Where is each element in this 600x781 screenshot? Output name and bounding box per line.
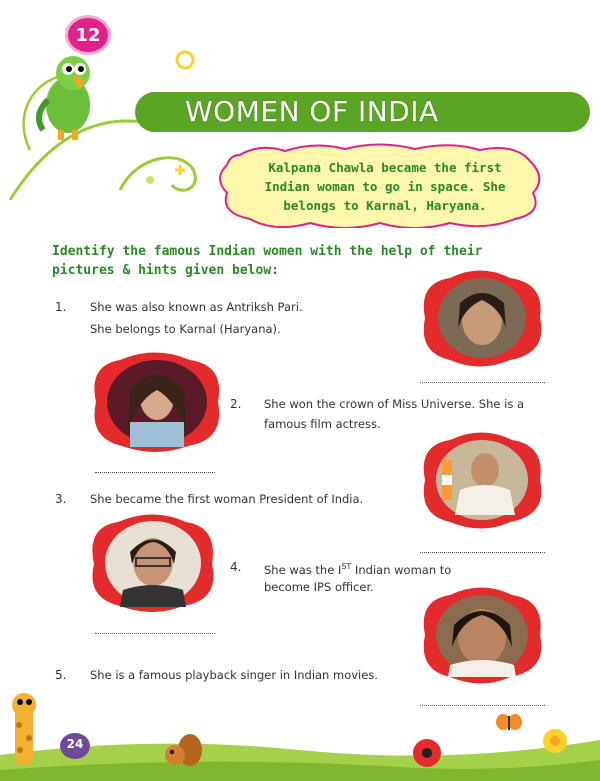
answer-line[interactable] (420, 382, 545, 383)
squirrel-icon (160, 730, 205, 775)
fact-text: Kalpana Chawla became the first Indian woman to go in space. She belongs to Karnal, Haryana. (264, 160, 506, 213)
question-text-part: Indian woman to (351, 562, 452, 577)
flower-icon (405, 735, 450, 775)
question-number: 5. (55, 668, 67, 682)
question-text: She won the crown of Miss Universe. She is a (264, 397, 525, 411)
question-text: become IPS officer. (264, 580, 374, 594)
butterfly-icon (495, 712, 523, 734)
question-text-part: She was the I (264, 562, 342, 577)
question-text: She is a famous playback singer in Indian movies. (90, 668, 378, 682)
page-title: WOMEN OF INDIA (185, 95, 439, 128)
question-number: 4. (230, 560, 242, 574)
photo-frame-3 (420, 430, 545, 530)
question-text: She was also known as Antriksh Pari. (90, 300, 303, 314)
photo-frame-2 (90, 350, 225, 455)
ordinal-superscript: ST (341, 562, 352, 571)
question-text: famous film actress. (264, 417, 381, 431)
photo-frame-4 (88, 512, 218, 614)
question-text: She became the first woman President of India. (90, 492, 364, 506)
question-number: 2. (230, 397, 242, 411)
photo-frame-1 (420, 268, 545, 368)
chapter-number-badge: 12 (68, 18, 108, 52)
parrot-mascot-icon (28, 45, 113, 145)
answer-line[interactable] (420, 705, 545, 706)
flower-icon (535, 725, 575, 760)
page-number: 24 (66, 737, 84, 751)
question-number: 1. (55, 300, 67, 314)
giraffe-icon (5, 690, 55, 775)
answer-line[interactable] (420, 552, 545, 553)
instruction-text: Identify the famous Indian women with the help of their pictures & hints given below: (52, 244, 483, 278)
answer-line[interactable] (95, 472, 215, 473)
answer-line[interactable] (95, 633, 215, 634)
question-number: 3. (55, 492, 67, 506)
photo-frame-5 (420, 585, 545, 685)
question-text: She belongs to Karnal (Haryana). (90, 322, 281, 336)
